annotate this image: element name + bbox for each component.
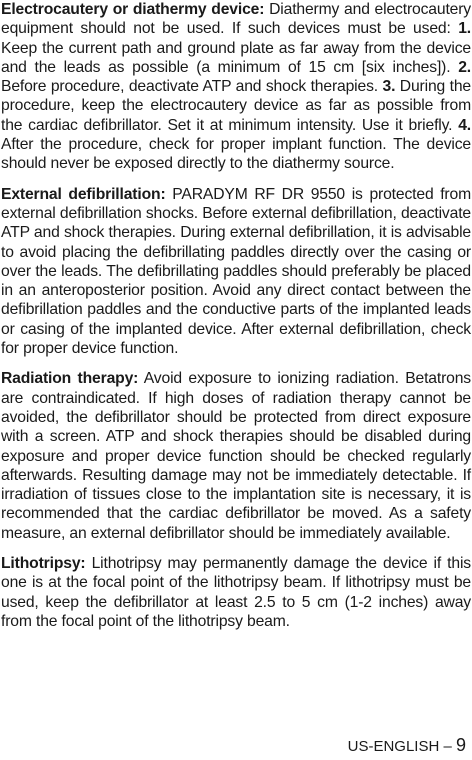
page-footer [348,736,466,756]
document-body [1,0,471,642]
paragraph-text: Lithotripsy may permanently damage the device if this one is at the focal point of the lithotripsy beam. If lithotripsy must be used, keep the defibrillator at least 2.5 to 5 cm (1-2 inches) away from the focal point of the lithotripsy beam. [1,555,471,630]
paragraph-heading: Lithotripsy: [1,555,86,573]
paragraph-radiation-therapy [1,369,471,543]
page-number: 9 [455,735,466,755]
step-text: After the procedure, check for proper implant function. The device should never be exposed directly to the diathermy source. [1,136,471,173]
step-number: 4. [458,116,471,134]
step-text: Before procedure, deactivate ATP and shock therapies. [1,78,383,96]
paragraph-text: Avoid exposure to ionizing radiation. Betatrons are contraindicated. If high doses of radiation therapy cannot be avoided, the defibrillator should be protected from direct exposure with a screen. ATP and shock therapies should be disabled during exposure and proper device function should be checked regularly afterwards. Resulting damage may not be immediately detectable. If irradiation of tissues close to the implantation site is necessary, it is recommended that the cardiac defibrillator be moved. As a safety measure, an external defibrillator should be immediately available. [1,370,471,542]
paragraph-text: Diathermy and electrocautery equipment should not be used. If such devices must be used: [1,1,471,38]
paragraph-external-defibrillation [1,185,471,359]
step-text: Keep the current path and ground plate as far away from the device and the leads as possible (a minimum of 15 cm [six inches]). [1,39,471,76]
paragraph-text: PARADYM RF DR 9550 is protected from external defibrillation shocks. Before external defibrillation, deactivate ATP and shock therapies. During external defibrillation, it is advisable to avoid placing the defibrillating paddles directly over the casing or over the leads. The defibrillating paddles should preferably be placed in an anteroposterior position. Avoid any direct contact between the defibrillation paddles and the conductive parts of the implanted leads or casing of the implanted device. After external defibrillation, check for proper device function. [1,185,471,358]
paragraph-electrocautery [1,0,471,174]
paragraph-heading: Radiation therapy: [1,370,139,388]
paragraph-heading: Electrocautery or diathermy device: [1,1,265,18]
paragraph-heading: External defibrillation: [1,185,166,203]
step-text: During the procedure, keep the electrocautery device as far as possible from the cardiac defibrillator. Set it at minimum intensity. Use it briefly. [1,78,471,134]
step-number: 3. [382,78,396,96]
footer-label: US-ENGLISH – [347,738,456,755]
step-number: 1. [458,20,471,38]
paragraph-lithotripsy [1,554,471,631]
step-number: 2. [458,58,471,76]
